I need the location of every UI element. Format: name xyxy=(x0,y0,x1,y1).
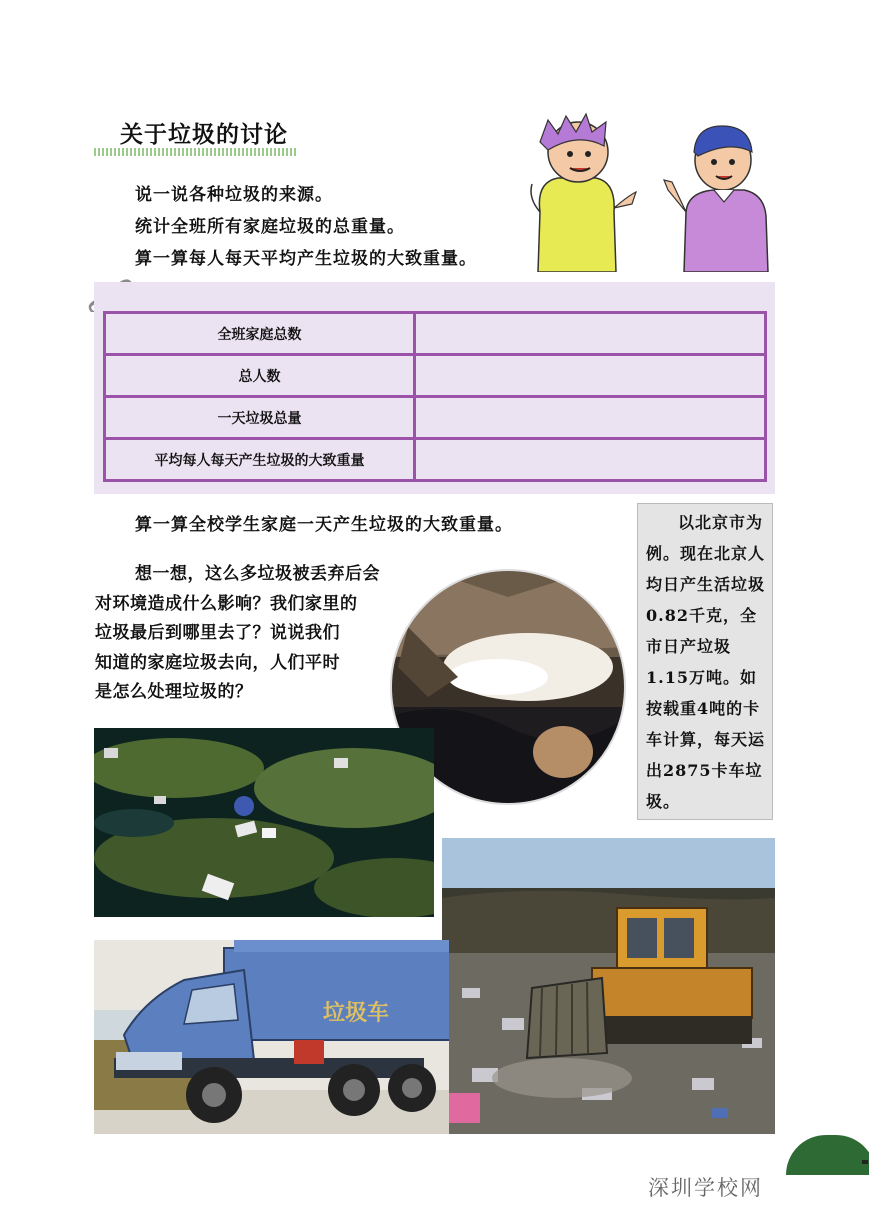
statistics-table xyxy=(103,311,767,482)
fact-text: 以北京市为例。现在北京人均日产生活垃圾0.82千克，全市日产垃圾1.15万吨。如按载重4吨的卡车计算，每天运出2875卡车垃圾。 xyxy=(646,513,766,811)
decorative-mark xyxy=(862,1160,868,1164)
think-line: 是怎么处理垃圾的？ xyxy=(95,682,253,703)
table-label: 总人数 xyxy=(105,355,415,397)
table-row xyxy=(105,397,766,439)
table-row xyxy=(105,439,766,481)
truck-side-label: 垃圾车 xyxy=(322,1001,390,1026)
beijing-fact-box xyxy=(637,503,773,820)
decorative-leaf xyxy=(786,1135,869,1175)
landfill-bulldozer-photo xyxy=(442,838,775,1134)
think-line: 知道的家庭垃圾去向，人们平时 xyxy=(95,652,340,673)
garbage-truck-photo xyxy=(94,940,449,1134)
river-trash-photo xyxy=(94,728,434,917)
intro-line-2: 统计全班所有家庭垃圾的总重量。 xyxy=(135,217,405,237)
table-value[interactable] xyxy=(415,439,766,481)
table-label: 全班家庭总数 xyxy=(105,313,415,355)
section-title: 关于垃圾的讨论 xyxy=(120,122,288,148)
think-line: 对环境造成什么影响？我们家里的 xyxy=(95,593,358,614)
table-row xyxy=(105,355,766,397)
school-task-text: 算一算全校学生家庭一天产生垃圾的大致重量。 xyxy=(135,515,513,535)
table-label: 一天垃圾总量 xyxy=(105,397,415,439)
table-row xyxy=(105,313,766,355)
watermark-text: 深圳学校网 xyxy=(648,1176,763,1200)
title-underline xyxy=(94,148,296,156)
think-line: 想一想，这么多垃圾被丢弃后会 xyxy=(135,564,380,584)
table-value[interactable] xyxy=(415,355,766,397)
think-line: 垃圾最后到哪里去了？说说我们 xyxy=(95,623,340,644)
children-talking-illustration xyxy=(518,112,780,272)
intro-line-3: 算一算每人每天平均产生垃圾的大致重量。 xyxy=(135,249,477,269)
table-value[interactable] xyxy=(415,397,766,439)
table-value[interactable] xyxy=(415,313,766,355)
table-label: 平均每人每天产生垃圾的大致重量 xyxy=(105,439,415,481)
intro-line-1: 说一说各种垃圾的来源。 xyxy=(135,185,333,205)
